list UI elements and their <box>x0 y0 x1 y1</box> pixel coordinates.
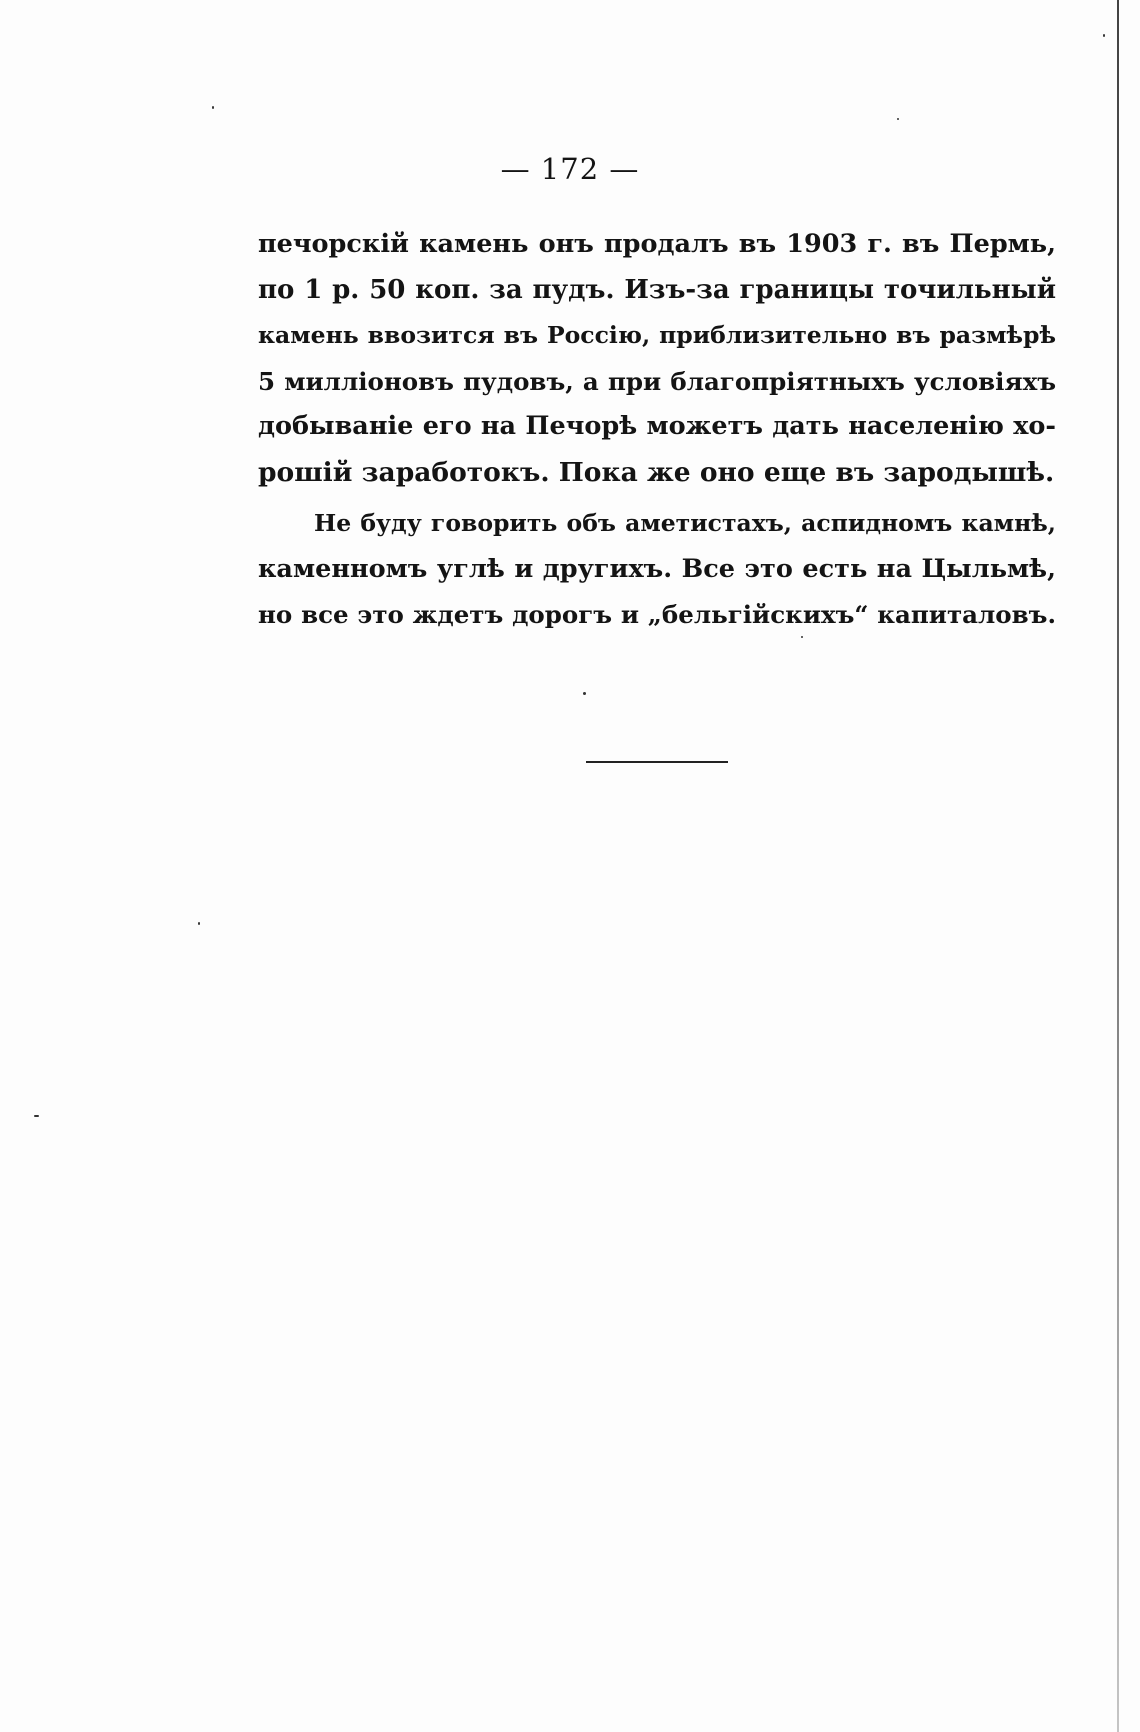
body-text <box>258 222 1056 638</box>
scan-speck <box>1103 34 1105 37</box>
scan-speck <box>897 118 899 120</box>
page-edge-shadow <box>1117 0 1119 1732</box>
page-number: — 172 — <box>500 152 640 186</box>
scan-speck <box>212 106 214 109</box>
paragraph-2 <box>258 501 1056 638</box>
text-line: печорскій камень онъ продалъ въ 1903 г. въ Пермь, <box>258 229 1056 259</box>
text-line: камень ввозится въ Россію, приблизительно въ размѣрѣ <box>258 321 1056 349</box>
end-rule <box>586 761 728 763</box>
text-line: рошій заработокъ. Пока же оно еще въ зародышѣ. <box>258 456 1055 488</box>
scan-speck <box>583 692 586 695</box>
paragraph-1 <box>258 222 1056 495</box>
scan-speck <box>198 922 200 925</box>
scan-speck <box>34 1115 39 1117</box>
text-line: добываніе его на Печорѣ можетъ дать населенію хо- <box>258 411 1056 441</box>
text-line: по 1 р. 50 коп. за пудъ. Изъ-за границы точильный <box>258 274 1056 305</box>
text-line: Не буду говорить объ аметистахъ, аспидномъ камнѣ, <box>314 509 1056 537</box>
text-line: каменномъ углѣ и другихъ. Все это есть на Цыльмѣ, <box>258 553 1056 584</box>
text-line: но все это ждетъ дорогъ и „бельгійскихъ“ капиталовъ. <box>258 600 1056 629</box>
text-line: 5 милліоновъ пудовъ, а при благопріятныхъ условіяхъ <box>258 366 1056 396</box>
